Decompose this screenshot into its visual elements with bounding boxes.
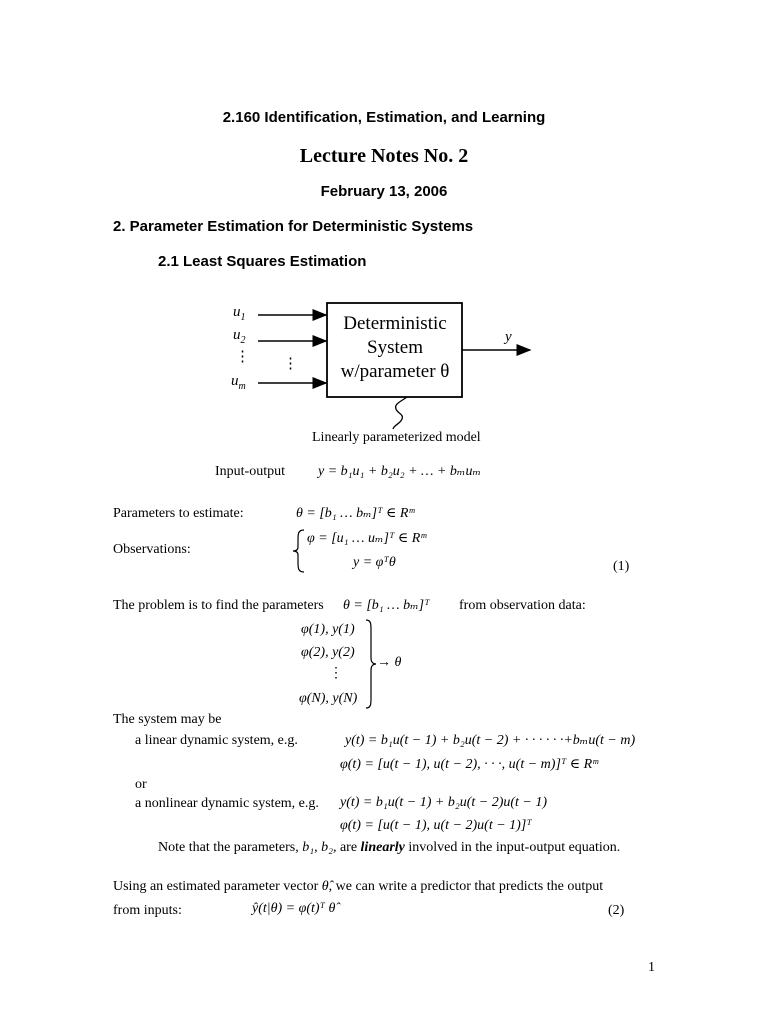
equation-number-2: (2) bbox=[608, 903, 625, 918]
note-post: involved in the input-output equation. bbox=[404, 840, 621, 855]
input-output-equation: y = b₁u₁ + b₂u₂ + … + bₘuₘ bbox=[318, 464, 482, 479]
input-sub-m: m bbox=[238, 381, 246, 392]
data-arrow-theta: → θ bbox=[377, 655, 402, 670]
data-row-1: φ(1), y(1) bbox=[301, 622, 355, 637]
or-text: or bbox=[135, 777, 147, 792]
box-line-2: System bbox=[367, 337, 423, 358]
nonlinear-equation-2: φ(t) = [u(t − 1), u(t − 2)u(t − 1)]ᵀ bbox=[340, 818, 532, 833]
data-row-n: φ(N), y(N) bbox=[299, 691, 358, 706]
problem-equation: θ = [b₁ … bₘ]ᵀ bbox=[343, 598, 430, 613]
parameters-label: Parameters to estimate: bbox=[113, 506, 244, 521]
page-number: 1 bbox=[648, 960, 655, 975]
linearity-note bbox=[158, 840, 620, 856]
diagram-caption: Linearly parameterized model bbox=[312, 430, 481, 445]
arrow-vdots: ⋮ bbox=[283, 356, 298, 372]
note-emphasis: linearly bbox=[360, 840, 405, 855]
box-line-3: w/parameter θ bbox=[340, 361, 450, 382]
input-label-2: u bbox=[233, 327, 241, 343]
note-pre: Note that the parameters, bbox=[158, 840, 303, 855]
problem-text-post: from observation data: bbox=[459, 598, 586, 613]
note-params: b₁, b₂, bbox=[302, 840, 337, 855]
block-diagram bbox=[0, 0, 768, 460]
nonlinear-system-label: a nonlinear dynamic system, e.g. bbox=[135, 796, 319, 811]
section-heading: 2. Parameter Estimation for Deterministic Systems bbox=[113, 218, 474, 235]
predictor-sentence bbox=[113, 879, 603, 895]
observations-label: Observations: bbox=[113, 542, 191, 557]
box-line-1: Deterministic bbox=[343, 313, 447, 334]
predictor-equation: ŷ(t|θ) = φ(t)ᵀ θ̂ bbox=[252, 901, 336, 916]
predictor-pre: Using an estimated parameter vector bbox=[113, 879, 319, 894]
svg-text:u1 bbox=[233, 304, 246, 323]
predictor-theta-hat: θ̂ bbox=[321, 879, 329, 894]
input-label-1: u bbox=[233, 304, 241, 320]
subsection-heading: 2.1 Least Squares Estimation bbox=[158, 253, 367, 270]
note-mid: are bbox=[336, 840, 361, 855]
observations-brace bbox=[292, 528, 306, 574]
data-row-vdots: ⋮ bbox=[329, 666, 343, 681]
linear-equation-2: φ(t) = [u(t − 1), u(t − 2), · · ·, u(t − m)]ᵀ ∈ Rᵐ bbox=[340, 757, 599, 772]
nonlinear-equation-1: y(t) = b₁u(t − 1) + b₂u(t − 2)u(t − 1) bbox=[340, 795, 548, 810]
input-label-m: u bbox=[231, 373, 239, 389]
linear-equation-1: y(t) = b₁u(t − 1) + b₂u(t − 2) + · · · · · ·+bₘu(t − m) bbox=[345, 733, 636, 748]
equation-number-1: (1) bbox=[613, 559, 630, 574]
data-brace bbox=[365, 618, 377, 710]
output-label: y bbox=[505, 329, 512, 345]
input-sub-2: 2 bbox=[240, 335, 246, 346]
input-output-label: Input-output bbox=[215, 464, 285, 479]
squiggle-pointer bbox=[393, 397, 407, 429]
parameters-equation: θ = [b₁ … bₘ]ᵀ ∈ Rᵐ bbox=[296, 506, 415, 521]
problem-text-pre: The problem is to find the parameters bbox=[113, 598, 324, 613]
input-sub-1: 1 bbox=[240, 312, 246, 323]
linear-system-label: a linear dynamic system, e.g. bbox=[135, 733, 298, 748]
observation-equation-2: y = φᵀθ bbox=[353, 555, 396, 570]
system-may-be: The system may be bbox=[113, 712, 222, 727]
data-row-2: φ(2), y(2) bbox=[301, 645, 355, 660]
svg-text:u2 bbox=[233, 327, 246, 346]
input-vdots: ⋮ bbox=[235, 349, 250, 365]
lecture-date: February 13, 2006 bbox=[320, 183, 448, 200]
observation-equation-1: φ = [u₁ … uₘ]ᵀ ∈ Rᵐ bbox=[307, 531, 427, 546]
predictor-post: , we can write a predictor that predicts the output bbox=[328, 879, 604, 894]
from-inputs-label: from inputs: bbox=[113, 903, 182, 918]
lecture-title: Lecture Notes No. 2 bbox=[299, 145, 469, 167]
svg-text:um bbox=[231, 373, 246, 392]
course-title: 2.160 Identification, Estimation, and Learning bbox=[222, 109, 546, 126]
